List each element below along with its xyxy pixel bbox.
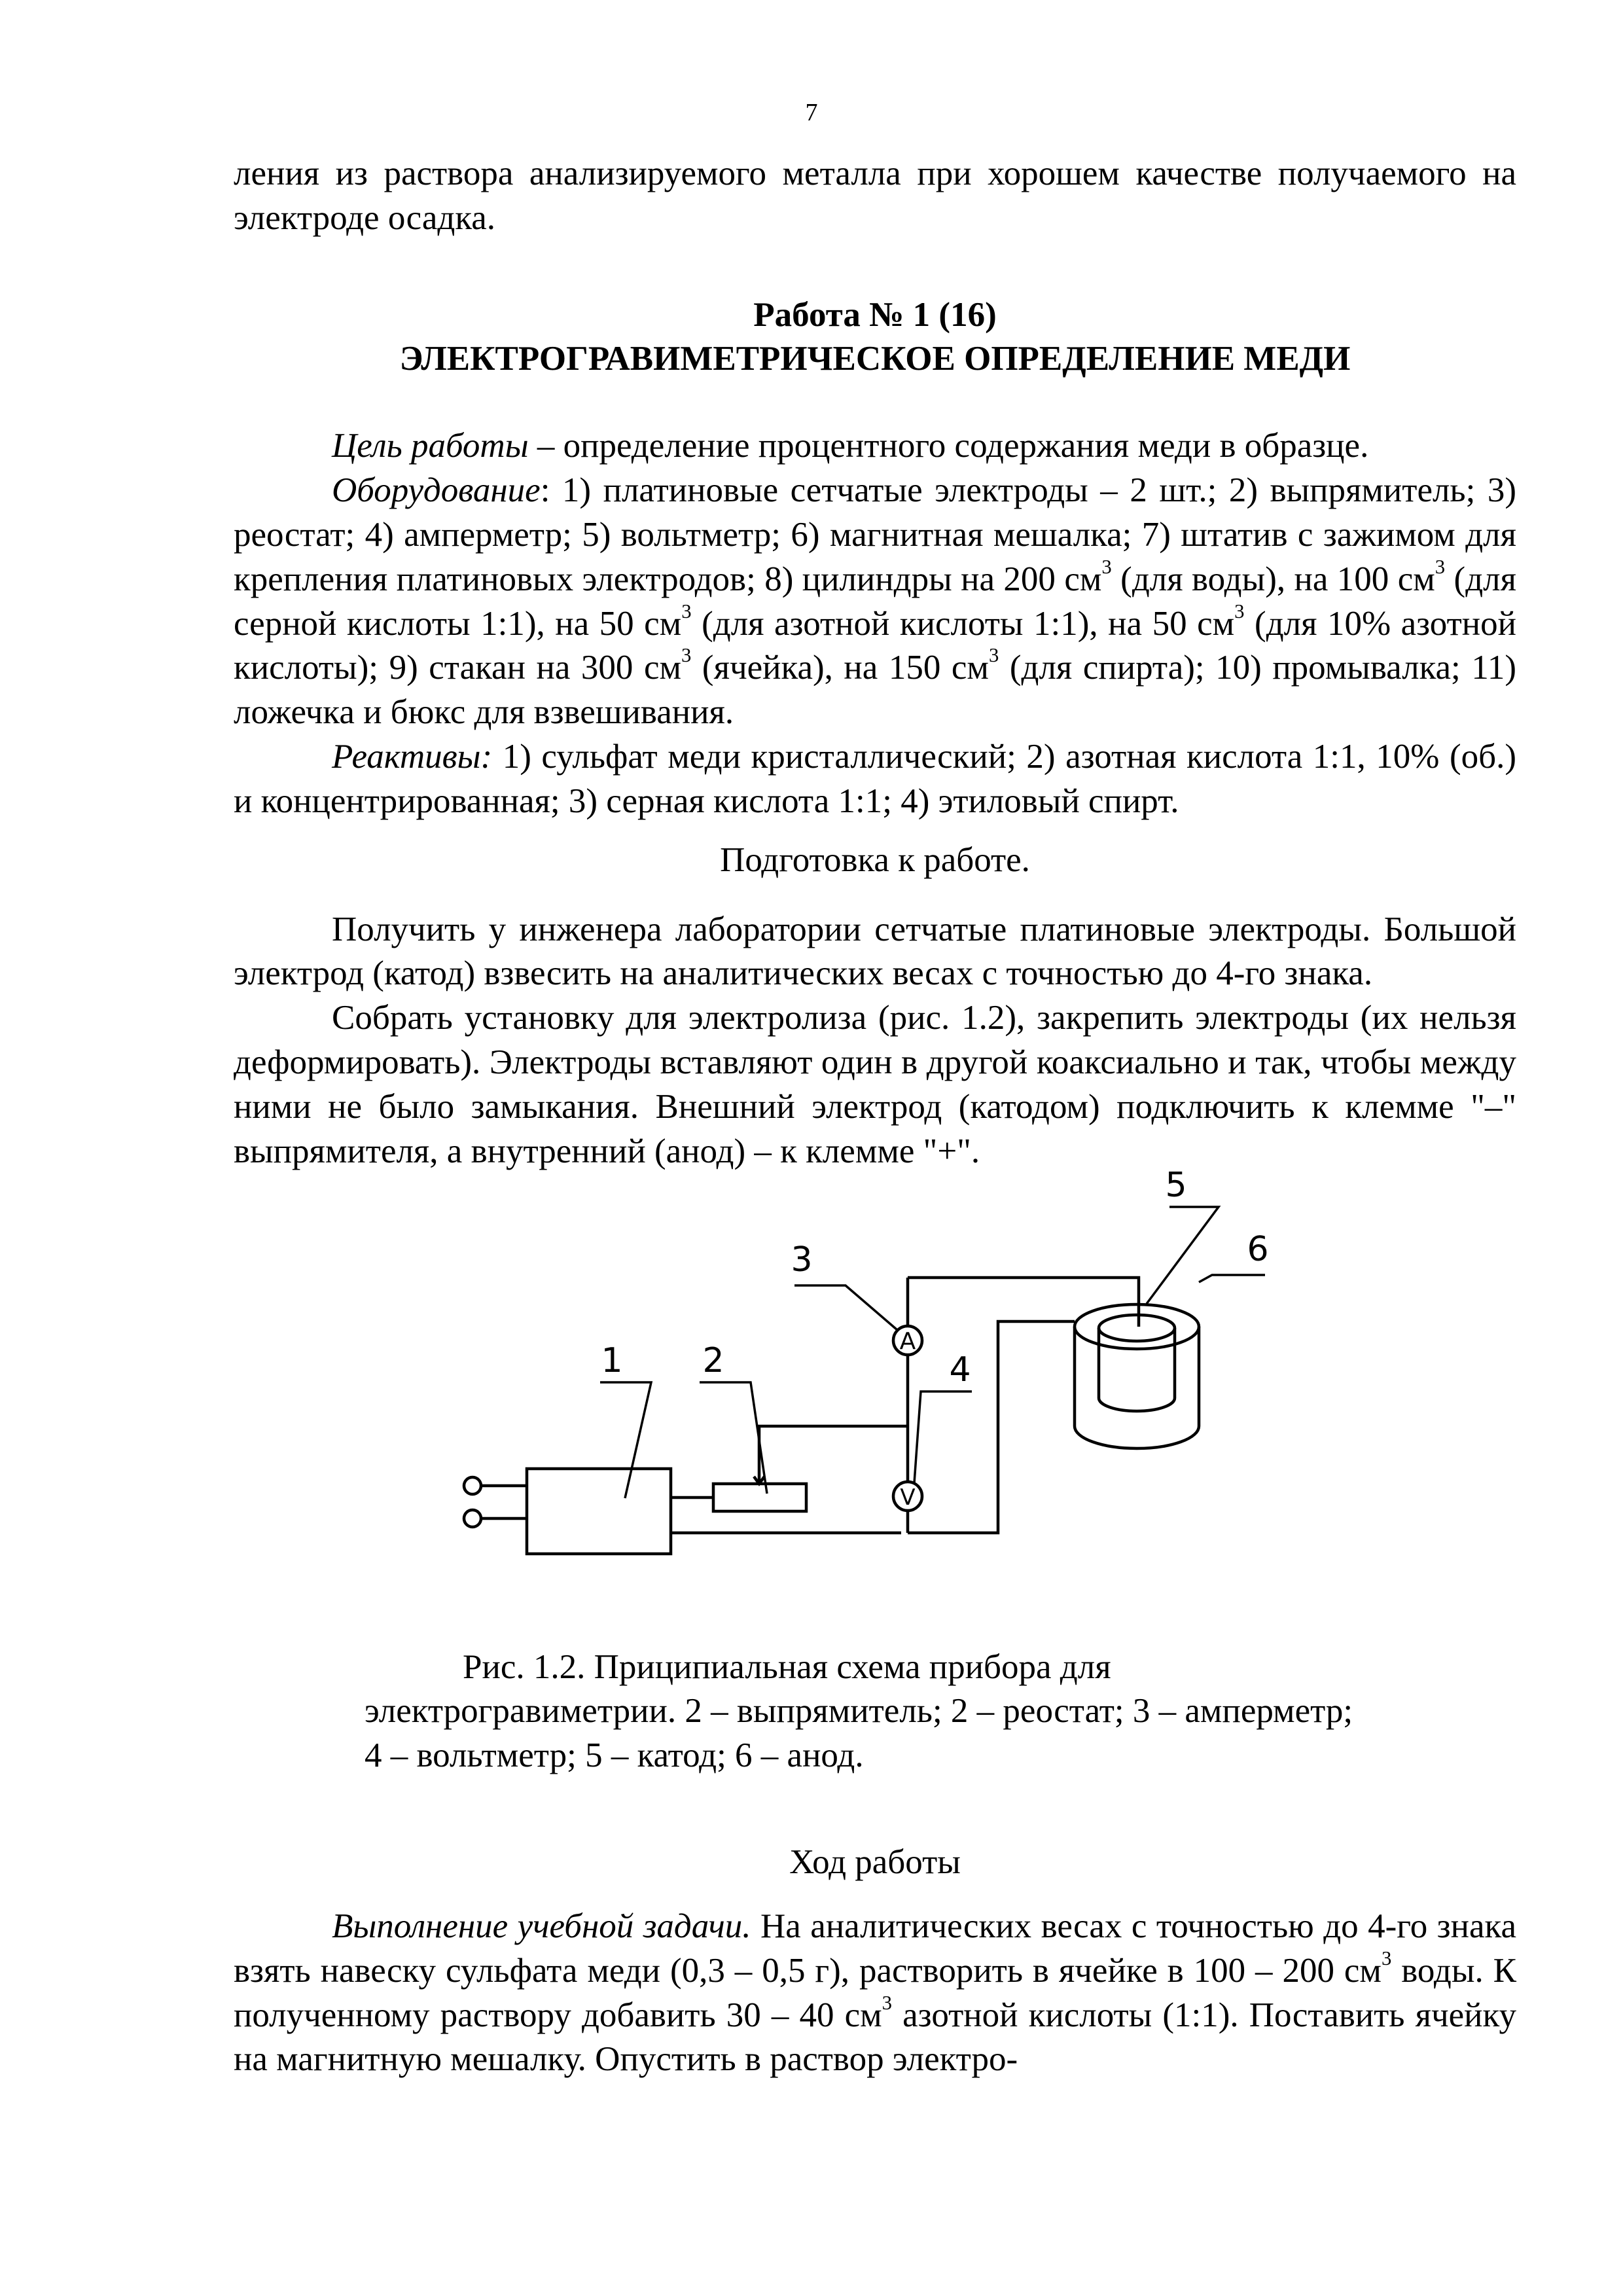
equipment-label: Оборудование: [332, 471, 541, 510]
goal-label: Цель работы: [332, 427, 529, 465]
intro-paragraph: ления из раствора анализируемого металла при хорошем качестве получаемого на электроде осадка.: [234, 154, 1516, 237]
label-1: 1: [601, 1340, 623, 1380]
equipment-paragraph: [234, 469, 1516, 735]
label-5: 5: [1165, 1165, 1187, 1205]
goal-paragraph: [234, 424, 1516, 469]
superscript: 3: [1381, 1946, 1392, 1969]
figure-1-2: [234, 1165, 1516, 1645]
superscript: 3: [1101, 555, 1112, 578]
superscript: 3: [988, 644, 999, 667]
reagents-text: 1) сульфат меди кристаллический; 2) азотная кислота 1:1, 10% (об.) и концентрированная; 3) серная кислота 1:1; 4) этиловый спирт.: [234, 738, 1516, 820]
equipment-text: (для спирта); 10) промывалка; 11) ложечка и бюкс для взвешивания.: [234, 649, 1516, 732]
reagents-paragraph: [234, 735, 1516, 824]
figure-caption: Рис. 1.2. Приципиальная схема прибора для электрогравиметрии. 2 – выпрямитель; 2 – реостат; 3 – амперметр; 4 – вольтметр; 5 – катод; 6 – анод.: [365, 1647, 1353, 1775]
equipment-text: (для азотной кислоты 1:1), на 50 см: [691, 604, 1235, 643]
circuit-labels: [234, 1165, 1516, 1645]
label-3: 3: [791, 1240, 813, 1280]
description-block: [234, 424, 1516, 823]
page-content: [234, 152, 1516, 2082]
procedure-label: Выполнение учебной задачи.: [332, 1907, 751, 1945]
label-2: 2: [702, 1340, 724, 1380]
superscript: 3: [1435, 555, 1446, 578]
work-number: Работа № 1 (16): [753, 295, 997, 334]
procedure-text: воды. К полученному раствору добавить 30 – 40 см: [234, 1951, 1517, 2034]
procedure-text: азотной кислоты (1:1). Поставить ячейку на магнитную мешалку. Опустить в раствор электро-: [234, 1996, 1516, 2079]
preparation-paragraph-2: Собрать установку для электролиза (рис. 1.2), закрепить электроды (их нельзя деформировать). Электроды вставляют один в другой коаксиально и так, чтобы между ними не было замыкания. Внешний электрод (катодом) подключить к клемме "–" выпрямителя, а внутренний (анод) – к клемме "+".: [234, 999, 1516, 1170]
reagents-label: Реактивы:: [332, 738, 493, 776]
label-6: 6: [1247, 1229, 1269, 1269]
equipment-text: (для 10% азотной кислоты); 9) стакан на 300 см: [234, 604, 1516, 687]
superscript: 3: [882, 1991, 893, 2014]
equipment-text: (для серной кислоты 1:1), на 50 см: [234, 560, 1516, 643]
voltmeter-label: V: [900, 1484, 916, 1511]
superscript: 3: [1234, 600, 1245, 622]
procedure-heading: Ход работы: [789, 1843, 961, 1882]
superscript: 3: [681, 644, 692, 667]
procedure-paragraph: [234, 1905, 1516, 2082]
equipment-text: (ячейка), на 150 см: [691, 649, 989, 687]
ammeter-label: A: [899, 1327, 916, 1355]
preparation-paragraph-1: Получить у инженера лаборатории сетчатые платиновые электроды. Большой электрод (катод) взвесить на аналитических весах с точностью до 4-го знака.: [234, 910, 1516, 993]
label-4: 4: [949, 1350, 971, 1390]
preparation-heading: Подготовка к работе.: [720, 840, 1030, 879]
superscript: 3: [681, 600, 692, 622]
work-title: ЭЛЕКТРОГРАВИМЕТРИЧЕСКОЕ ОПРЕДЕЛЕНИЕ МЕДИ: [399, 340, 1351, 378]
equipment-text: (для воды), на 100 см: [1111, 560, 1435, 598]
procedure-text: На аналитических весах с точностью до 4-го знака взять навеску сульфата меди (0,3 – 0,5 г), растворить в ячейке в 100 – 200 см: [234, 1907, 1516, 1990]
goal-text: – определение процентного содержания меди в образце.: [528, 427, 1369, 465]
equipment-text: : 1) платиновые сетчатые электроды – 2 шт.; 2) выпрямитель; 3) реостат; 4) амперметр; 5) вольтметр; 6) магнитная мешалка; 7) штатив с зажимом для крепления платиновых электродов; 8) цилиндры на 200 см: [234, 471, 1516, 598]
page-number: 7: [805, 99, 818, 126]
